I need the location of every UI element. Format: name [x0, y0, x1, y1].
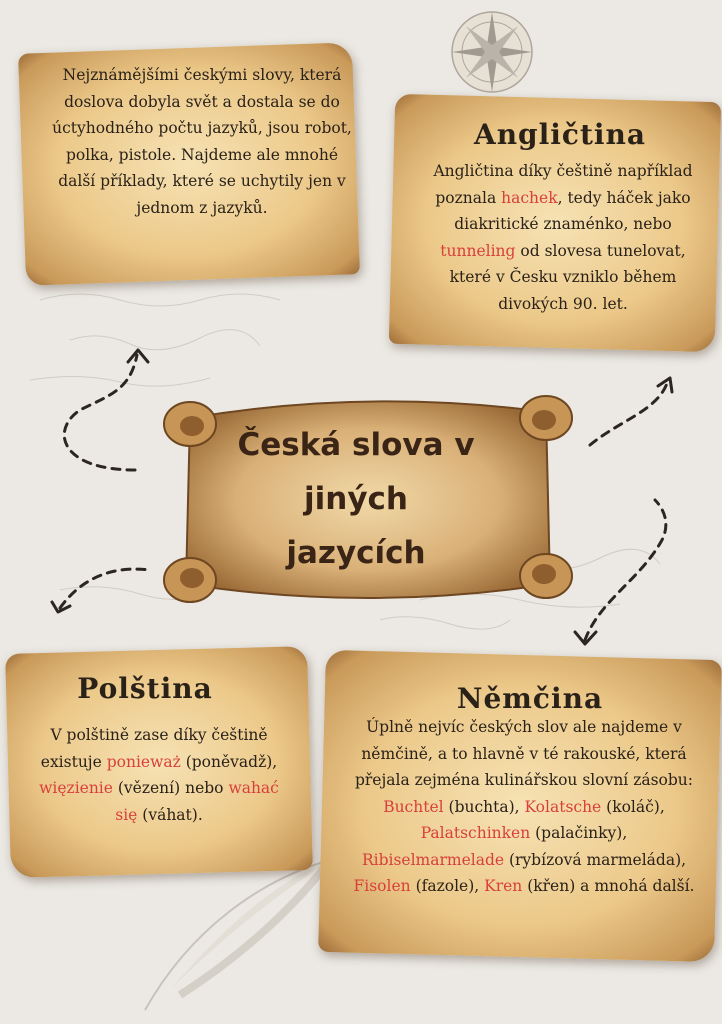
- highlight-word: Kolatsche: [524, 797, 602, 816]
- german-text-part: (fazole),: [410, 877, 485, 895]
- highlight-word: wahać się: [115, 779, 279, 824]
- english-text-part: , tedy háček jako diakritické znaménko, nebo: [454, 188, 691, 233]
- german-text: [352, 714, 696, 900]
- highlight-word: Kren: [484, 877, 523, 895]
- german-text-part: (buchta),: [443, 797, 525, 816]
- polish-text-part: (poněvadž),: [180, 752, 278, 771]
- english-text-part: od slovesa tunelovat, které v Česku vzniklo během divokých 90. let.: [449, 241, 686, 313]
- german-text-part: Úplně nejvíc českých slov ale najdeme v němčině, a to hlavně v té rakouské, která přejala zejména kulinářskou slovní zásobu:: [354, 718, 694, 789]
- german-text-part: (křen) a mnohá další.: [522, 877, 695, 895]
- title-line-1: Česká slova v: [237, 427, 475, 463]
- polish-text-part: V polštině zase díky češtině existuje: [40, 726, 268, 771]
- highlight-word: Ribiselmarmelade: [361, 850, 505, 869]
- german-text-part: (palačinky),: [530, 824, 628, 842]
- title-line-2: jiných: [304, 481, 408, 517]
- title-line-3: jazycích: [286, 535, 426, 571]
- compass-rose-icon: [452, 12, 532, 92]
- polish-text: [34, 722, 284, 828]
- intro-text: Nejznámějšími českými slovy, která doslova dobyla svět a dostala se do úctyhodného počtu jazyků, jsou robot, polka, pistole. Najdeme ale mnohé další příklady, které se uchytily jen v jednom z jazyků.: [52, 66, 352, 217]
- page-title: [196, 418, 516, 580]
- highlight-word: tunneling: [440, 241, 516, 260]
- german-text-part: (koláč),: [601, 797, 665, 816]
- highlight-word: Palatschinken: [420, 824, 531, 842]
- highlight-word: Fisolen: [353, 877, 411, 895]
- polish-heading: Polština: [77, 672, 213, 705]
- english-text-part: Angličtina díky češtině například poznala: [433, 162, 693, 207]
- german-heading: Němčina: [456, 682, 604, 715]
- highlight-word: ponieważ: [106, 752, 181, 771]
- highlight-word: więzienie: [39, 779, 113, 797]
- german-text-part: (rybízová marmeláda),: [504, 850, 687, 869]
- english-text: [420, 158, 706, 317]
- feather-quill-icon: [145, 860, 330, 1010]
- highlight-word: Buchtel: [383, 797, 444, 816]
- polish-text-part: (váhat).: [137, 805, 203, 824]
- polish-text-part: (vězení) nebo: [112, 779, 229, 797]
- english-heading: Angličtina: [473, 118, 647, 151]
- highlight-word: hachek: [501, 188, 558, 207]
